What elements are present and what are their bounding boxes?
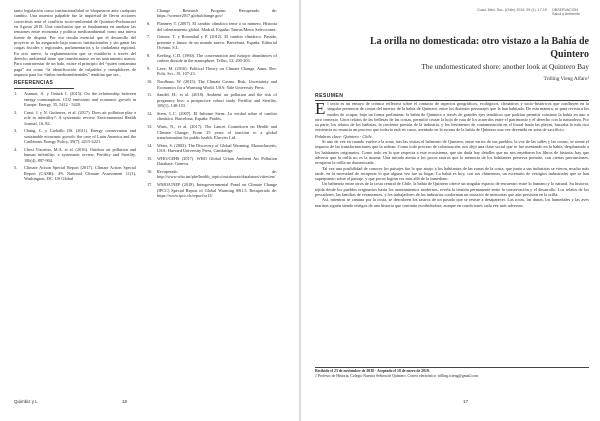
reference-text: Asamoi, A. y Ozturk I. (2015). On the relationship between energy consumption, CO2 emissions and economic growth in Europe. Energy, 35, 5412 - 5420. [24, 91, 136, 107]
reference-text: Gómez, T. y Rosenthal y P. (2012). El cambio climático. Pasado, presente y futuro de un mundo nuevo. Barcelona, España: Editorial Océano, S.L. [157, 34, 277, 51]
reference-item [14, 91, 136, 107]
reference-number: 7. [147, 34, 151, 40]
reference-text: Weart, S. (2003). The Discovery of Global Warming. Massachusetts, USA: Harvard University Press, Cambridge. [157, 142, 277, 154]
footer-journal: Quimbiz y L [14, 399, 38, 404]
reference-text: WHO/CEHS (2017). WHO Global Urban Ambient Air Pollution Database. Geneva. [157, 155, 277, 167]
article-body [315, 101, 589, 208]
reference-text: Recuperado de: http://www.who.int/phe/health_topics/outdoorair/databases/cities/en/ [157, 169, 277, 180]
reference-text: Chesi Vizcaíno, M.A. et al. (2016). Outdoor air pollution and human infertility: a systematic review. Fertility and Sterility, 106(4), 897-904. [24, 146, 136, 163]
reference-number: 16. [147, 169, 153, 175]
reference-item [147, 143, 277, 154]
reference-text: Lave, M. (2016). Political Theory on Climate Change. Annu. Rev. Polit. Sci., 19, 107-23. [157, 66, 277, 77]
reference-item [147, 182, 277, 198]
reference-item [147, 156, 277, 167]
running-head-citation: Cuad. Méd. Soc. (Chile) 2019, 59 (1): 17-19 [477, 8, 547, 12]
reference-text: Nordhaus, W. (2015). The Climate Casino. Risk, Uncertainty and Economics for a Warming World. USA: Yale University Press. [157, 79, 277, 90]
affiliation-note: 1 Profesor de Historia, Colegio Nuestra Señora de Quintero. Correo electrónico: trilling.wieng@gmail.com [315, 373, 479, 378]
reference-number: 13. [147, 124, 153, 130]
reference-text: Flannery T. (2007). El cambio climático teme a su número. Historia del calentamiento global. Madrid, España: Taurus/Metro Selecciones. [157, 21, 277, 32]
body-paragraph: Si uno de vez en cuando vuelve a la zona, tras las visitas al balneario de Quintero, entre varios de sus pueblos, la voz de las calles y las costas, se siente el impacto de las transformaciones que la rodean. Como todo proceso de colonización, nos dejó una clase social que se fue asentando en la bahía, desplazando a los habitantes originarios. Como todo en lo que respecta a este ecosistema, que sin duda hay detalles que no nos enseñaron los libros de historia, hay que advertir que la orilla no es la misma. Una mirada atenta a los pocos rastros que la memoria de los habitantes preserva permite, con ciertas precauciones, recuperar la orilla no domesticada. [315, 139, 589, 166]
reference-number: 6. [147, 21, 151, 27]
reference-item [147, 34, 277, 50]
reference-item [14, 110, 136, 126]
reference-item [147, 8, 277, 19]
reference-text: WMO/UNEP (2018). Intergovernmental Panel on Climate Change (IPCC) Special Report of Global Warming SR1.5. Recuperado de: https://www.ipcc.ch/report/sr15/ [157, 182, 277, 198]
left-column-1 [14, 8, 136, 181]
reference-number: 9. [147, 66, 151, 72]
abstract-paragraph [315, 101, 589, 133]
reference-text: Cassi, J. y N. Gutierrez, et al. (2017). Does air pollution play a role in infertility?: A systematic review. Environmental Health Journal, 16, 82. [24, 109, 136, 126]
reference-item [147, 169, 277, 180]
body-paragraph: Un balneario entre otros de la costa central de Chile, la bahía de Quintero ofrece un singular espacio de encuentro entre lo humano y lo natural. Su historia, tejida desde los pueblos originarios hasta los asentamientos modernos, revela la tensión permanente entre la conservación y el desarrollo. Los relatos de los pescadores, las familias de veraneantes, y los trabajadores de las industrias conforman un mosaico de memorias que aún persisten en la orilla. [315, 181, 589, 198]
article-title: La orilla no domesticada: otro vistazo a la Bahía de Quintero [370, 36, 589, 60]
drop-cap: E [315, 99, 326, 118]
reference-item [147, 92, 277, 108]
reference-item [147, 21, 277, 32]
reference-item [147, 53, 277, 64]
reference-text: Keeling, C.D. (1960). The concentration and isotopic abundances of carbon dioxide in the atmosphere. Tellus, 12, 200-203. [157, 52, 277, 64]
body-paragraph: Así, mientras se camina por la costa, se descubren los rastros de un pasado que se resiste a desaparecer. Las rocas, las dunas, los humedales y las aves marinas siguen siendo testigos de una historia que continúa escribiéndose, aunque en condiciones cada vez más adversas. [315, 197, 589, 208]
abstract-heading: RESUMEN [315, 93, 589, 101]
left-page [0, 0, 299, 421]
keywords-value: Quintero - Chile. [343, 133, 373, 139]
footnotes [315, 369, 589, 378]
reference-item [14, 128, 136, 144]
references-heading: REFERENCIAS [14, 81, 74, 88]
reference-number: 4. [14, 146, 18, 152]
reference-text: Watts, N., et al. (2017). The Lancet Countdown on Health and Climate Change: From 25 years of inaction to a global transformation for public health. Elsevier Ltd. [157, 124, 277, 140]
reference-number: 1. [14, 91, 18, 97]
reference-number: 3. [14, 128, 18, 134]
reference-text: Sandel, H., et al. (2018). Ambient air pollution and the risk of pregnancy loss: a prospective cohort study. Fertility and Sterility, 109(1), 148-153. [157, 92, 277, 109]
reference-number: 8. [147, 52, 151, 58]
reference-number: 5. [14, 165, 18, 171]
reference-item [147, 79, 277, 90]
reference-item [147, 124, 277, 140]
reference-item [147, 66, 277, 77]
received-dates: Recibido el 23 de noviembre de 2018 · Aceptado el 18 de enero de 2019. [315, 369, 430, 373]
article-subtitle: The undomesticated shore: another look at Quintero Bay [421, 62, 589, 71]
reference-number: 10. [147, 79, 153, 85]
page-number-left: 16 [122, 399, 128, 404]
right-page [301, 0, 600, 421]
left-body-text: tanto legislación como institucionalidad se bloquearon ante cualquier cambio. Una muestra palpable fue la inquietud de llevar acciones correctivas ante el conflicto socio-ambiental de Quintero-Puchuncaví en Agosto 2018. Una conclusión que se fundamenta en analizar las tensiones entre economía y política medioambiental como una nueva fuente de disputa. Por eso resulta esencial que el desarrollo del proyecto se ha asegurado bajo marcos institucionales y sin ganar las cargas fiscales y regionales, parlamentarios y la ciudadanía regional. En otro nuevo, la reglamentación que se establecía a través del derecho ambiental tiene que transformarse en un instrumento menor. Para contrarrestar de un lado, existe el principio del “quien contamina paga” así como “la identificación de culpables y cumplidores de impacto para los “daños medioambientales” tendrían que ser... [14, 8, 136, 78]
reference-text: Stern, L.C. (2007). El Informe Stern: La verdad sobre el cambio climático. Barcelona, España: Paidós. [157, 111, 277, 122]
reference-number: 2. [14, 109, 18, 115]
article-author: Trilling Vieng Alfaro¹ [543, 76, 589, 82]
reference-number: 15. [147, 155, 153, 161]
page-number-right: 17 [463, 399, 469, 404]
reference-item [14, 147, 136, 163]
references-list-col2 [147, 8, 277, 198]
reference-text: Chang, C. y Carballo (IS. (2011). Energy conservation and sustainable economic growth: the case of Latin America and the Caribbean. Energy Policy, 39(7), 4215-4221. [24, 128, 136, 145]
reference-item [14, 165, 136, 181]
body-paragraph: Tal vez una posibilidad de conocer los paisajes fue lo que atrajo a los habitantes de las zonas de la costa, que junto a sus industrias se vieron, mucho más tarde, en la necesidad de recuperar lo que alguna vez fue su hogar. La bahía es hoy, con sus chimeneas, un escenario de vestigios industriales que se han superpuesto sobre el paisaje, y que pocos logran ver más allá de lo inmediato. [315, 165, 589, 182]
reference-number: 12. [147, 111, 153, 116]
reference-number: 17. [147, 182, 153, 188]
keywords-label: Palabras clave: [315, 133, 343, 139]
reference-text: Change Research Program. Recuperado de: https://science2017.globalchange.gov/ [157, 8, 277, 19]
abstract-text: l texto es un ensayo de crónica reflexiva sobre el contacto de aspectos geográficos, ecológicos, climáticos y socio-históricos que confluyen en la singular presencia de costas del interior de la bahía de Quintero, entre los distintos personajes que la han habitado. De esta manera, se pasa revista a los modos de ocupar, bajo un forma preliminar, la bahía de Quintero a través de grandes ejes temáticos que podrían permitir construir la bahía en uno u otro contexto. Unos relatos de las bellezas de las costas, permitió cruzar la hoja de ruta de los acuerdos entre el patrimonio y el derecho con la naturaleza. Por su parte, los relatos de los bañistas, la creciente presión de la industria, y los fenómenos de contaminación en el litoral hasta las playas, buscaba la más rica existencia no enuncia un proceso que todavía está en curso, asentado en la escena de la bahía de Quintero una vez devenida en zona de sacrificio. [315, 101, 589, 133]
references-list-col1 [14, 91, 136, 181]
reference-item [147, 111, 277, 122]
reference-number: 14. [147, 142, 153, 148]
reference-number: 11. [147, 92, 153, 98]
footnote-rule [315, 367, 589, 368]
running-head-section: OBSERVACIÓN Salud y Ambiente [552, 8, 580, 17]
reference-text: Climate Action Special Report (2017). Climate Action Special Report (CASR): 4% National Climate Assessment 11(1), Washington, DC: US Global [24, 165, 136, 182]
